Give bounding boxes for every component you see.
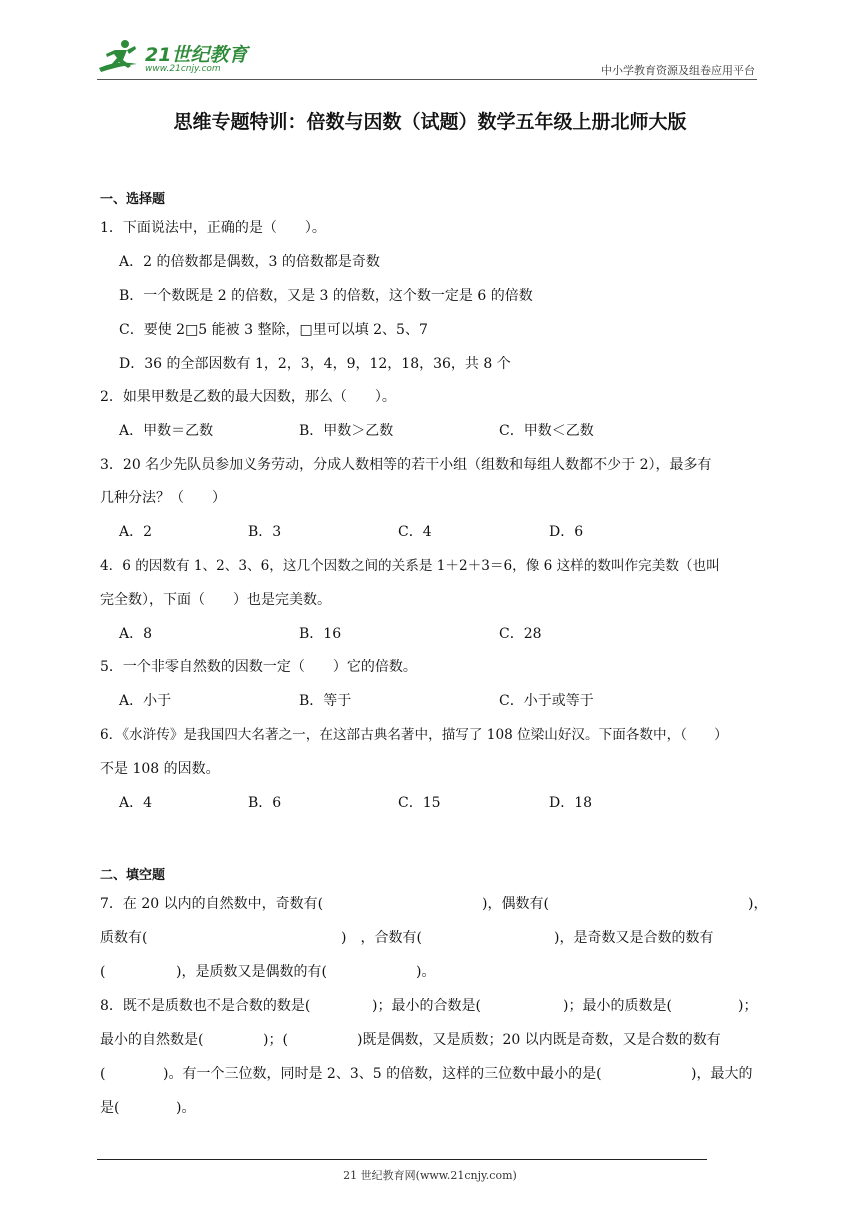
question-7-line1-part1: 7．在 20 以内的自然数中，奇数有( (100, 896, 324, 912)
section-heading-fill: 二、填空题 (100, 868, 166, 883)
question-3-stem-line2: 几种分法？（ ） (100, 490, 226, 506)
question-7-line1-part3: )， (748, 896, 768, 912)
question-1-option-c: C．要使 2□5 能被 3 整除，□里可以填 2、5、7 (119, 322, 428, 338)
question-8-line1-part2: )；最小的合数是( (372, 998, 481, 1014)
page-title: 思维专题特训：倍数与因数（试题）数学五年级上册北师大版 (173, 111, 687, 133)
question-4-option-b: B．16 (299, 626, 342, 642)
question-3-stem-line1: 3．20 名少先队员参加义务劳动，分成人数相等的若干小组（组数和每组人数都不少于 2），最多有 (100, 457, 712, 473)
question-2-option-c: C．甲数＜乙数 (499, 423, 594, 439)
question-2-stem: 2．如果甲数是乙数的最大因数，那么（ ）。 (100, 389, 396, 405)
question-6-option-b: B．6 (248, 795, 282, 811)
question-6-option-c: C．15 (398, 795, 441, 811)
question-8-line2-part3: )既是偶数，又是质数；20 以内既是奇数，又是合数的数有 (357, 1032, 721, 1048)
question-4-stem-line2: 完全数），下面（ ）也是完美数。 (100, 592, 331, 608)
question-5-option-b: B．等于 (299, 693, 352, 709)
question-8-line4-part2: )。 (176, 1100, 196, 1116)
logo (97, 38, 277, 78)
question-8-line1-part4: )； (738, 998, 758, 1014)
question-6-stem-line1: 6．《水浒传》是我国四大名著之一，在这部古典名著中，描写了 108 位梁山好汉。下面各数中，（ ） (100, 727, 728, 743)
question-8-line1-part1: 8．既不是质数也不是合数的数是( (100, 998, 311, 1014)
question-4-stem-line1: 4．6 的因数有 1、2、3、6，这几个因数之间的关系是 1＋2＋3＝6，像 6 这样的数叫作完美数（也叫 (100, 558, 720, 574)
question-6-option-a: A．4 (119, 795, 153, 811)
question-8-line2-part1: 最小的自然数是( (100, 1032, 204, 1048)
question-8-line3-part3: )，最大的 (691, 1066, 753, 1082)
question-8-line2-part2: )；( (263, 1032, 288, 1048)
page-footer: 21 世纪教育网(www.21cnjy.com) (343, 1169, 517, 1182)
question-1-option-a: A．2 的倍数都是偶数，3 的倍数都是奇数 (119, 254, 380, 270)
question-3-option-c: C．4 (398, 524, 432, 540)
page-header (97, 38, 757, 80)
question-7-line2-part2: ) ，合数有( (341, 930, 422, 946)
question-5-stem: 5．一个非零自然数的因数一定（ ）它的倍数。 (100, 659, 417, 675)
question-5-option-a: A．小于 (119, 693, 172, 709)
question-8-line1-part3: )；最小的质数是( (563, 998, 672, 1014)
question-7-line3-part1: ( (100, 964, 106, 980)
question-3-option-b: B．3 (248, 524, 282, 540)
logo-text: 21世纪教育 (145, 44, 248, 66)
question-3-option-a: A．2 (119, 524, 153, 540)
section-heading-choice: 一、选择题 (100, 192, 166, 207)
question-6-stem-line2: 不是 108 的因数。 (100, 761, 220, 777)
question-7-line3-part3: )。 (416, 964, 436, 980)
footer-divider (97, 1159, 707, 1160)
question-7-line2-part3: )，是奇数又是合数的数有 (554, 930, 714, 946)
question-2-option-b: B．甲数＞乙数 (299, 423, 394, 439)
question-8-line3-part2: )。有一个三位数，同时是 2、3、5 的倍数，这样的三位数中最小的是( (163, 1066, 602, 1082)
question-4-option-c: C．28 (499, 626, 542, 642)
logo-url: www.21cnjy.com (145, 64, 221, 74)
runner-logo-icon (97, 38, 143, 78)
question-7-line1-part2: )，偶数有( (482, 896, 549, 912)
question-8-line4-part1: 是( (100, 1100, 120, 1116)
question-1-stem: 1．下面说法中，正确的是（ ）。 (100, 220, 326, 236)
question-4-option-a: A．8 (119, 626, 153, 642)
header-divider (97, 79, 757, 80)
question-1-option-d: D．36 的全部因数有 1，2，3，4，9，12，18，36，共 8 个 (119, 356, 511, 372)
question-5-option-c: C．小于或等于 (499, 693, 594, 709)
question-2-option-a: A．甲数＝乙数 (119, 423, 214, 439)
platform-label: 中小学教育资源及组卷应用平台 (601, 64, 755, 77)
question-1-option-b: B．一个数既是 2 的倍数，又是 3 的倍数，这个数一定是 6 的倍数 (119, 288, 533, 304)
question-7-line2-part1: 质数有( (100, 930, 148, 946)
question-6-option-d: D．18 (549, 795, 593, 811)
question-3-option-d: D．6 (549, 524, 584, 540)
question-7-line3-part2: )，是质数又是偶数的有( (176, 964, 327, 980)
question-8-line3-part1: ( (100, 1066, 106, 1082)
